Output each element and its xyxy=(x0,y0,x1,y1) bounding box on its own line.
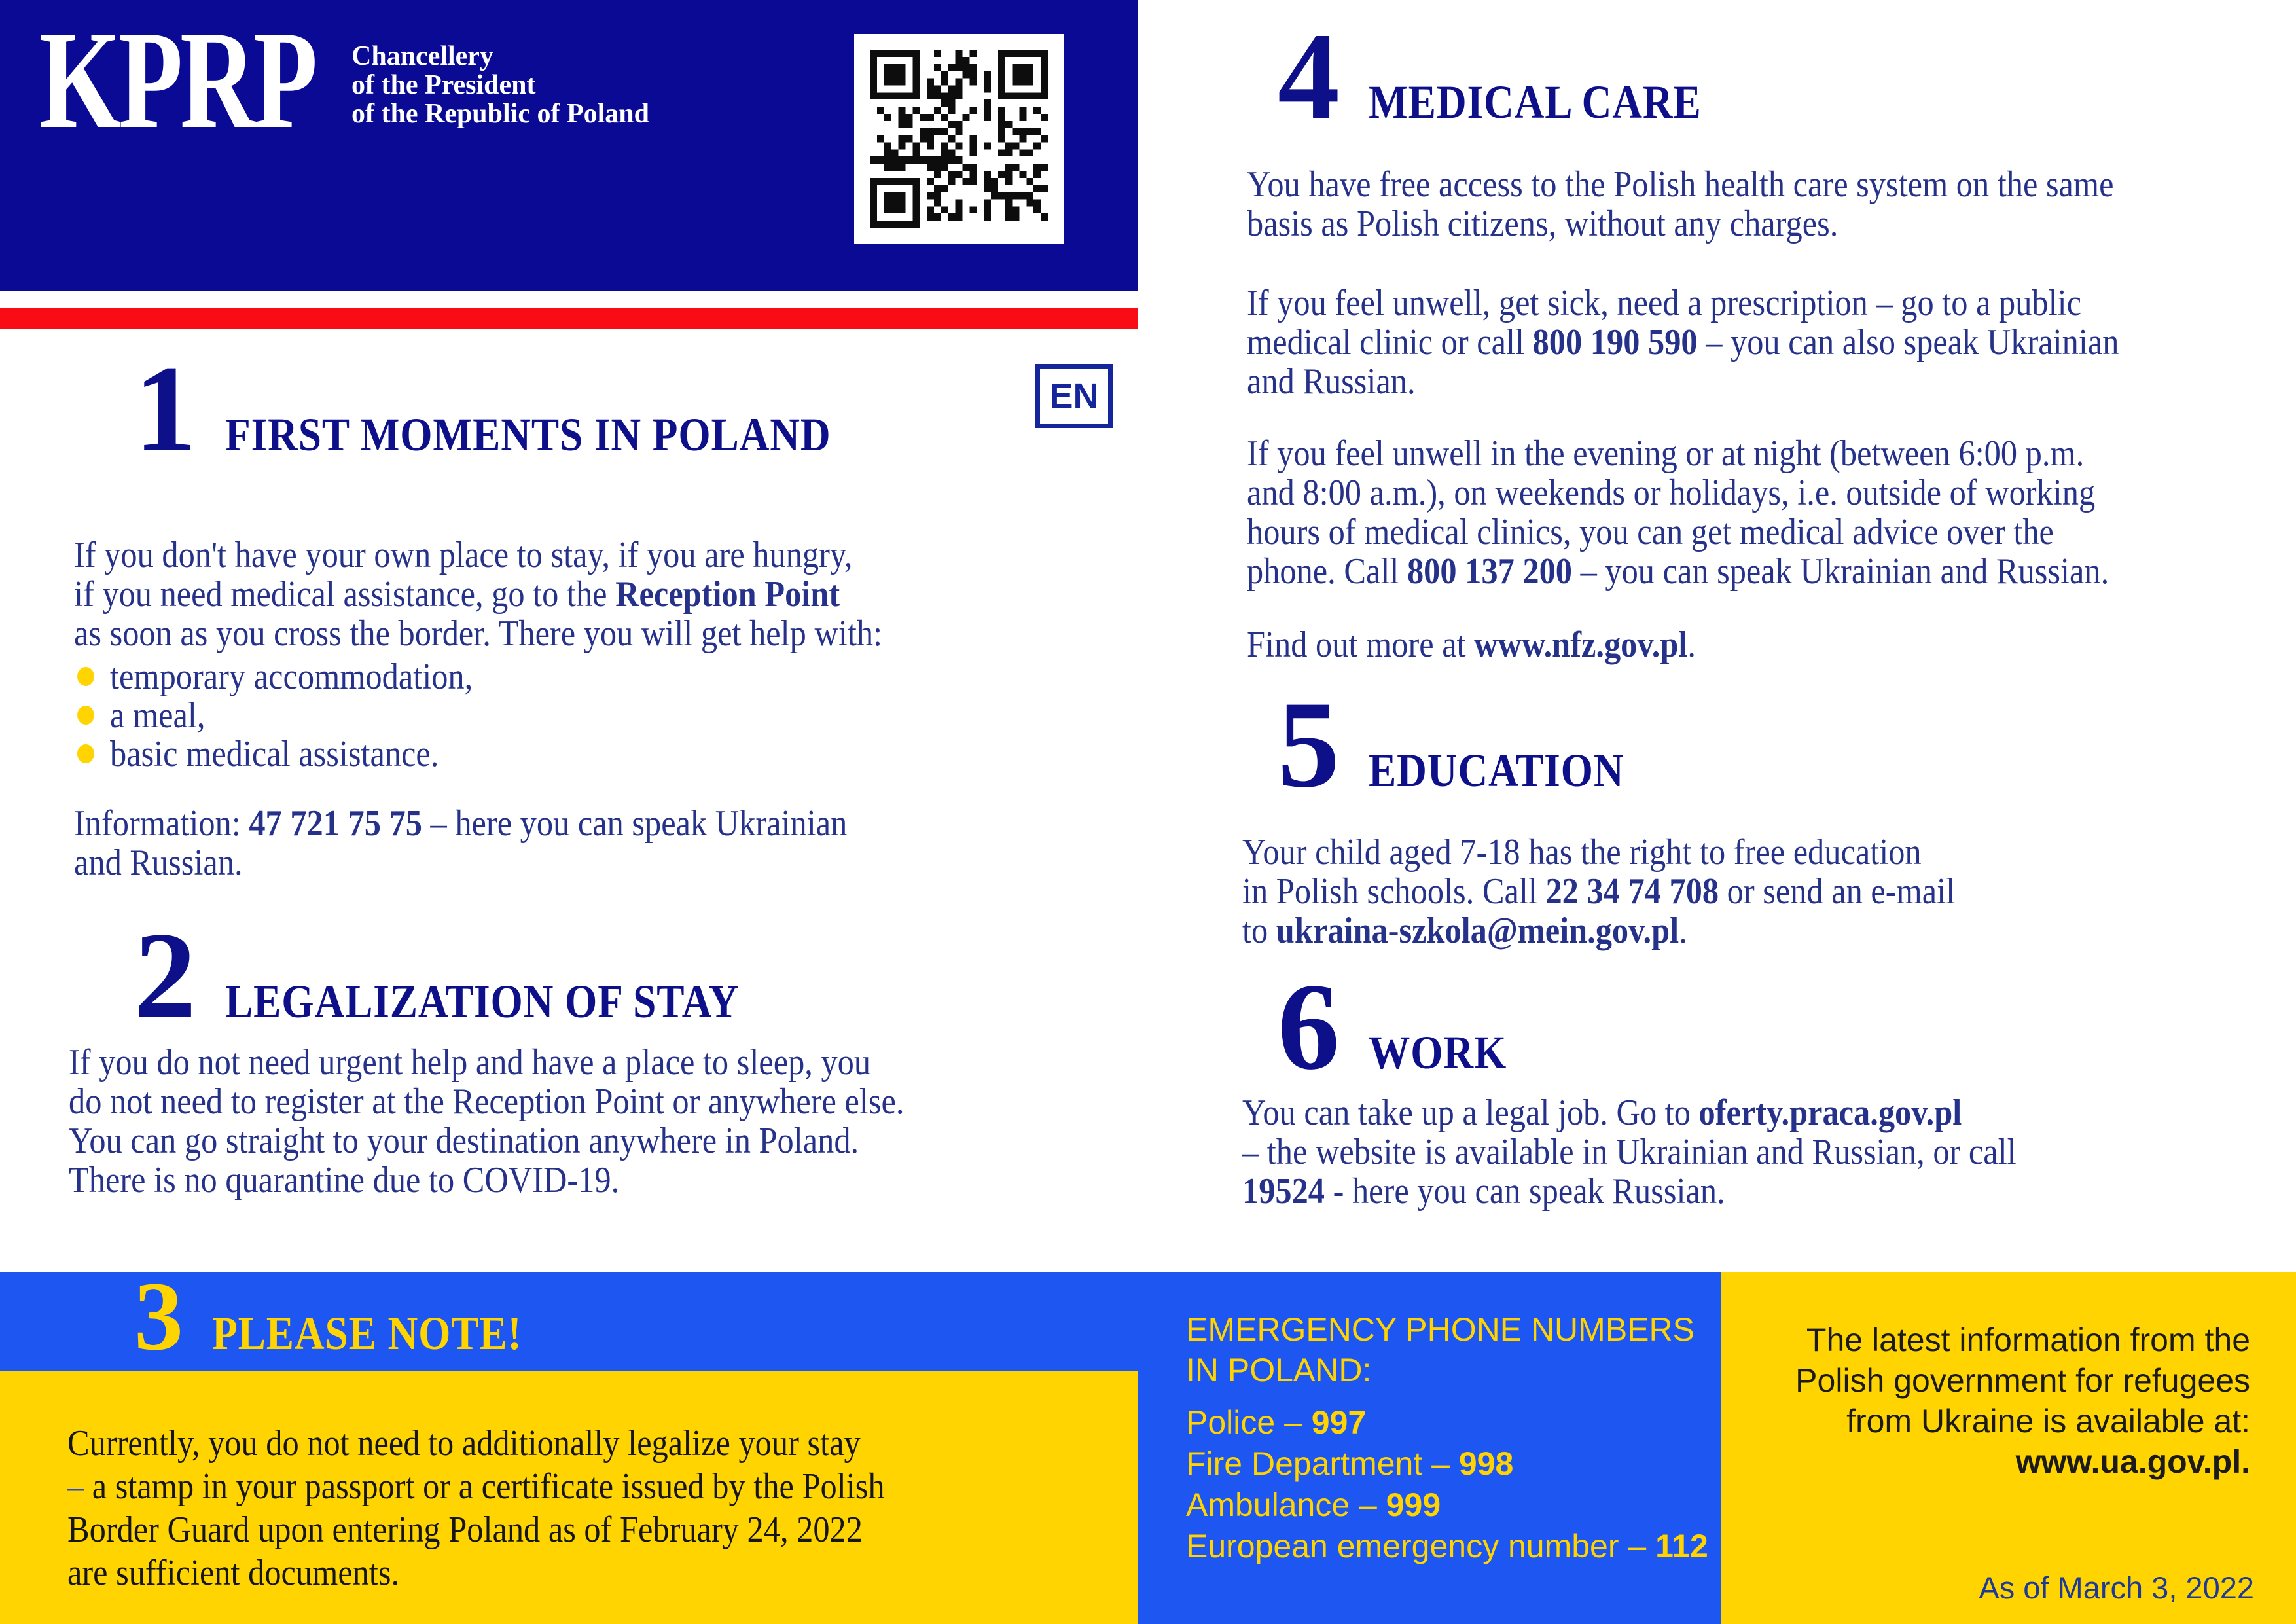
section-5-number: 5 xyxy=(1278,676,1340,814)
section-6-heading xyxy=(1278,958,1526,1096)
bullet-item xyxy=(77,657,513,696)
emergency-panel xyxy=(1138,1272,1721,1624)
org-name: Chancellery of the President of the Republic of Poland xyxy=(351,41,650,129)
bullet-dot-icon xyxy=(77,744,94,763)
section-4-paragraph-3: If you feel unwell in the evening or at night (between 6:00 p.m. and 8:00 a.m.), on weekends or holidays, i.e. outside of working hours of medical clinics, you can get medical advice over the phone. Call 800 137 200 – you can speak Ukrainian and Russian. xyxy=(1247,433,2109,592)
section-3-heading xyxy=(134,1262,564,1371)
section-3-body: Currently, you do not need to additionally legalize your stay – a stamp in your passport or a certificate issued by the Polish Border Guard upon entering Poland as of February 24, 2022 are sufficient documents. xyxy=(67,1423,885,1593)
section-3-title: PLEASE NOTE! xyxy=(212,1307,522,1360)
section-2-number: 2 xyxy=(134,907,196,1045)
section-3-number: 3 xyxy=(134,1262,183,1371)
section-1-title: FIRST MOMENTS IN POLAND xyxy=(225,408,831,461)
section-4-paragraph-2: If you feel unwell, get sick, need a prescription – go to a public medical clinic or call 800 190 590 – you can also speak Ukrainian and Russian. xyxy=(1247,283,2119,402)
section-5-body: Your child aged 7-18 has the right to free education in Polish schools. Call 22 34 74 708 or send an e-mail to ukraina-szkola@mein.gov.pl. xyxy=(1242,832,1956,951)
section-6-number: 6 xyxy=(1278,958,1340,1096)
section-1-heading xyxy=(134,340,914,478)
section-1-body: If you don't have your own place to stay, if you are hungry, if you need medical assistance, go to the Reception Point as soon as you cross the border. There you will get help with: xyxy=(74,535,883,654)
bullet-item xyxy=(77,696,513,734)
latest-info-text: The latest information from the Polish government for refugees from Ukraine is available at: www.ua.gov.pl. xyxy=(1795,1322,2250,1480)
section-2-title: LEGALIZATION OF STAY xyxy=(225,975,740,1028)
section-1-info: Information: 47 721 75 75 – here you can speak Ukrainian and Russian. xyxy=(74,803,848,883)
section-4-title: MEDICAL CARE xyxy=(1369,76,1702,128)
section-4-heading xyxy=(1278,8,1747,145)
emergency-list: Police – 997 Fire Department – 998 Ambulance – 999 European emergency number – 112 xyxy=(1186,1404,1708,1564)
header-block xyxy=(0,0,1138,291)
section-6-title: WORK xyxy=(1369,1026,1507,1079)
qr-box xyxy=(854,34,1064,244)
red-stripe-divider xyxy=(0,308,1138,329)
kprp-logo: KPRP xyxy=(39,1,315,158)
bullet-label: a meal, xyxy=(110,695,206,736)
section-6-body: You can take up a legal job. Go to oferty.praca.gov.pl – the website is available in Ukrainian and Russian, or call 19524 - here you can speak Russian. xyxy=(1242,1092,2017,1212)
emergency-title: EMERGENCY PHONE NUMBERS IN POLAND: xyxy=(1186,1311,1695,1388)
section-2-heading xyxy=(134,907,809,1045)
bullet-label: temporary accommodation, xyxy=(110,656,473,697)
bullet-label: basic medical assistance. xyxy=(110,733,439,774)
section-2-body: If you do not need urgent help and have a place to sleep, you do not need to register at the Reception Point or anywhere else. You can go straight to your destination anywhere in Poland. There is no quarantine due to COVID-19. xyxy=(69,1042,905,1200)
section-4-paragraph-1: You have free access to the Polish health care system on the same basis as Polish citizens, without any charges. xyxy=(1247,164,2114,244)
language-badge: EN xyxy=(1035,364,1113,428)
section-1-bullet-list xyxy=(77,657,513,773)
bullet-item xyxy=(77,734,513,773)
section-4-paragraph-4: Find out more at www.nfz.gov.pl. xyxy=(1247,624,1696,665)
section-5-heading xyxy=(1278,676,1659,814)
qr-code-icon xyxy=(870,50,1048,228)
section-1-number: 1 xyxy=(134,340,196,478)
footer-date: As of March 3, 2022 xyxy=(1979,1570,2254,1605)
bullet-dot-icon xyxy=(77,706,94,725)
section-5-title: EDUCATION xyxy=(1369,744,1624,797)
section-4-number: 4 xyxy=(1278,8,1340,145)
bullet-dot-icon xyxy=(77,667,94,686)
